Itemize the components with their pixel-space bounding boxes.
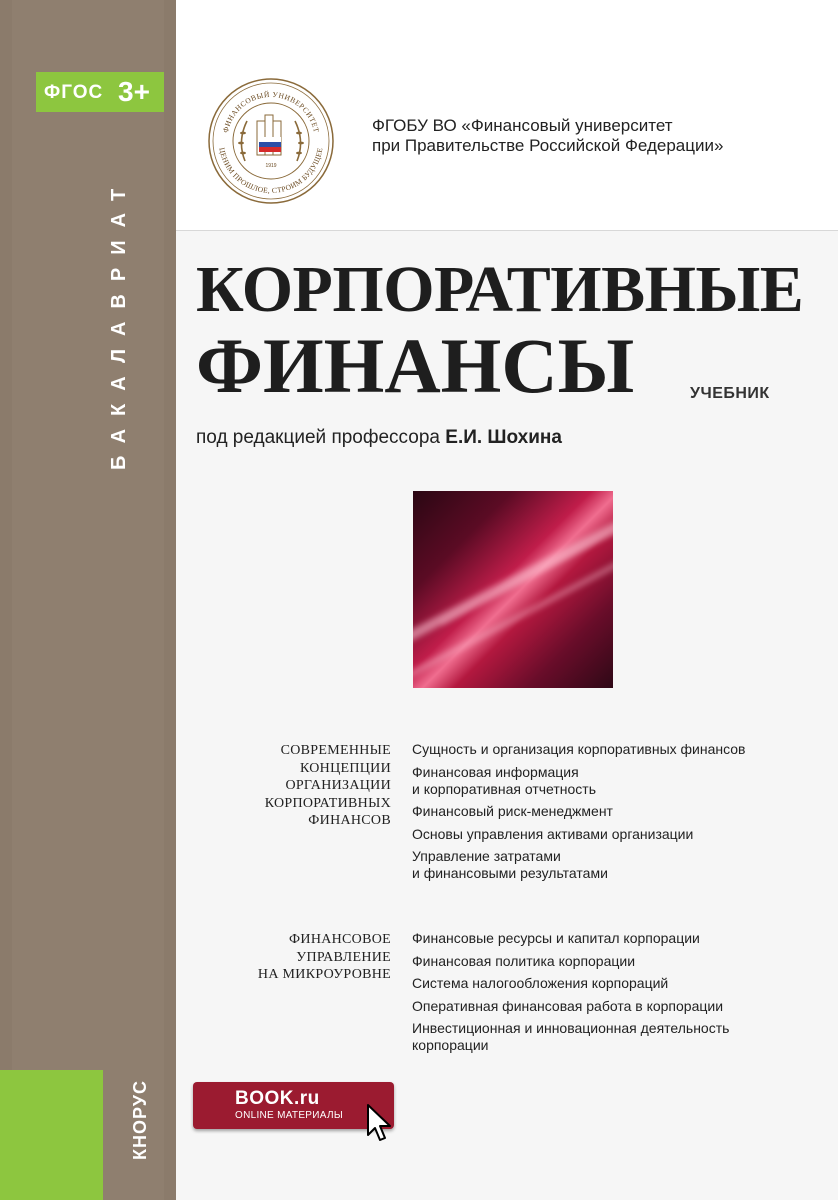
- list-item: Финансовые ресурсы и капитал корпорации: [412, 930, 700, 946]
- section-heading-line: ОРГАНИЗАЦИИ: [285, 778, 391, 793]
- section-list-1: [412, 741, 832, 888]
- university-name: [372, 116, 812, 156]
- cover-artwork: [413, 491, 613, 688]
- editor-line: [196, 427, 562, 449]
- seal-ring-top: ФИНАНСОВЫЙ УНИВЕРСИТЕТ: [220, 89, 322, 134]
- book-ru-title: BOOK.ru: [235, 1088, 320, 1109]
- section-heading-line: УПРАВЛЕНИЕ: [296, 949, 391, 965]
- publisher-name: КНОРУС: [130, 1080, 150, 1160]
- section-heading-2: [220, 931, 391, 984]
- section-heading-line: ФИНАНСОВОЕ: [289, 932, 391, 947]
- university-line-1: ФГОБУ ВО «Финансовый университет: [372, 116, 673, 135]
- standard-badge: [36, 72, 164, 112]
- university-seal-icon: [207, 77, 335, 205]
- list-item: Инвестиционная и инновационная деятельность корпорации: [412, 1020, 730, 1053]
- list-item: Финансовый риск-менеджмент: [412, 803, 613, 819]
- list-item: Управление затратами и финансовыми результатами: [412, 848, 608, 881]
- book-ru-button[interactable]: [193, 1082, 394, 1129]
- book-kind: УЧЕБНИК: [690, 385, 770, 402]
- list-item: Финансовая информация и корпоративная отчетность: [412, 763, 596, 797]
- university-line-2: при Правительстве Российской Федерации»: [372, 136, 724, 155]
- standard-label: ФГОС: [44, 82, 104, 103]
- editor-prefix: под редакцией профессора: [196, 427, 440, 448]
- section-list-2: [412, 930, 832, 1060]
- title-line-1: КОРПОРАТИВНЫЕ: [196, 253, 804, 326]
- title-line-2: ФИНАНСЫ: [196, 322, 635, 409]
- section-heading-line: ФИНАНСОВ: [308, 813, 391, 828]
- list-item: Финансовая политика корпорации: [412, 952, 636, 969]
- education-level: БАКАЛАВРИАТ: [108, 175, 130, 470]
- seal-year: 1919: [265, 163, 277, 169]
- section-heading-line: СОВРЕМЕННЫЕ: [280, 743, 391, 758]
- list-item: Основы управления активами организации: [412, 825, 694, 842]
- section-heading-line: КОНЦЕПЦИИ: [299, 760, 391, 776]
- standard-level: 3+: [118, 76, 150, 107]
- section-heading-line: КОРПОРАТИВНЫХ: [264, 795, 391, 811]
- editor-name: Е.И. Шохина: [445, 427, 562, 448]
- section-heading-line: НА МИКРОУРОВНЕ: [257, 967, 391, 982]
- section-heading-1: [220, 742, 391, 830]
- seal-motto: ЦЕНИМ ПРОШЛОЕ, СТРОИМ БУДУЩЕЕ: [217, 146, 325, 196]
- art-streak: [413, 501, 613, 651]
- list-item: Сущность и организация корпоративных финансов: [412, 741, 746, 757]
- art-streak: [413, 536, 613, 682]
- book-ru-subtitle: ONLINE МАТЕРИАЛЫ: [235, 1110, 343, 1121]
- bottom-green-block: [0, 1070, 103, 1200]
- mouse-pointer-icon: [366, 1103, 396, 1147]
- list-item: Система налогообложения корпораций: [412, 975, 669, 991]
- list-item: Оперативная финансовая работа в корпорации: [412, 997, 724, 1014]
